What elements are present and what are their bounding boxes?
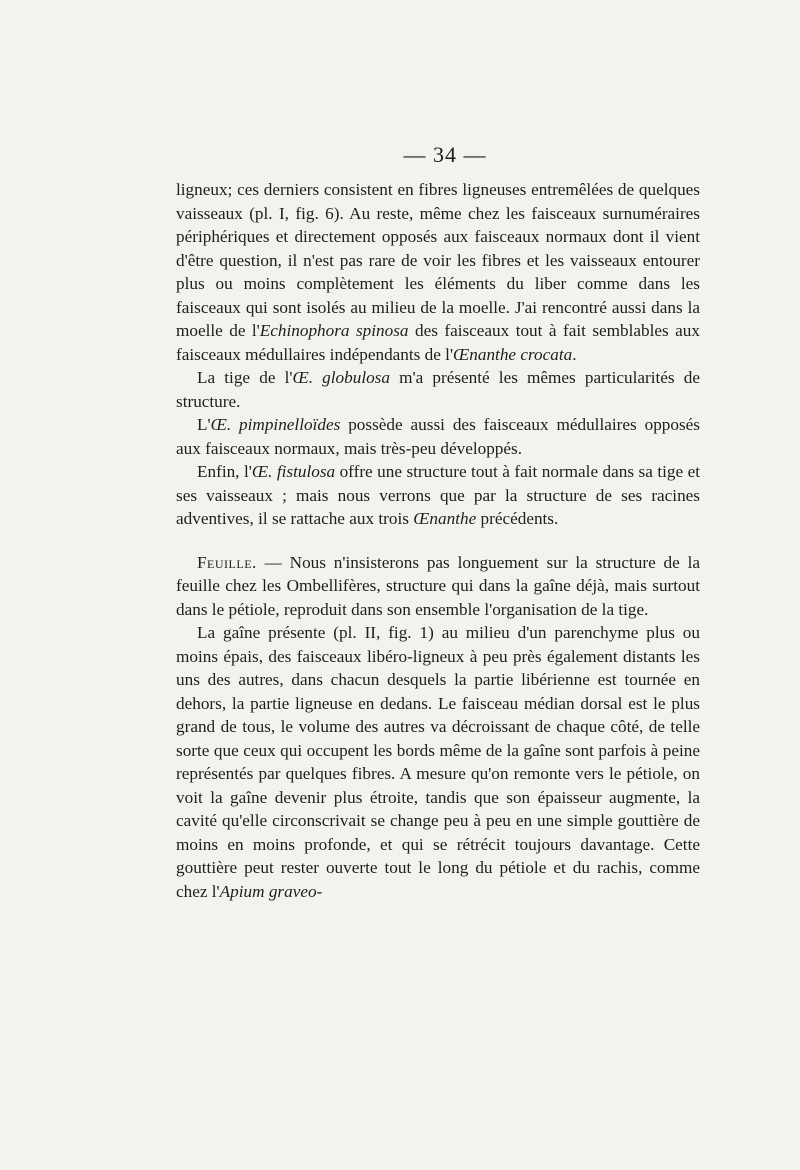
paragraph-4-text-cont: offre une structure tout à fait normale dans sa tige et ses vaisseaux ; mais nous verrons que par la structure de ses racines adventives, il se rattache aux trois [176,462,700,528]
species-oenanthe-crocata: Œnanthe crocata [453,344,573,364]
paragraph-6-text: La gaîne présente (pl. II, fig. 1) au milieu d'un parenchyme plus ou moins épais, des faisceaux libéro-ligneux à peu près également distants les uns des autres, dans chacun desquels la partie libérienne est tournée en dehors, la partie ligneuse en dedans. Le faisceau médian dorsal est le plus grand de tous, le volume des autres va décroissant de chaque côté, de telle sorte que ceux qui occupent les bords même de la gaîne sont parfois à peine représentés par quelques fibres. A mesure qu'on remonte vers le pétiole, on voit la gaîne devenir plus étroite, tandis que son épaisseur augmente, la cavité qu'elle circonscrivait se change peu à peu en une simple gouttière de moins en moins profonde, et qui se rétrécit toujours davantage. Cette gouttière peut rester ouverte tout le long du pétiole et du rachis, comme chez l' [176,623,700,901]
paragraph-1-text: ligneux; ces derniers consistent en fibres ligneuses entremêlées de quelques vaisseaux (pl. I, fig. 6). Au reste, même chez les faisceaux surnuméraires périphériques et directement opposés aux faisceaux normaux dont il vient d'être question, il n'est pas rare de voir les fibres et les vaisseaux entourer plus ou moins complètement les éléments du liber comme dans les faisceaux qui sont isolés au milieu de la moelle. J'ai rencontré aussi dans la moelle de l' [176,180,700,340]
page-number: — 34 — [403,142,487,167]
paragraph-2-text-cont: m'a présenté les mêmes particularités de structure. [176,368,700,411]
species-oe-pimpinelloides: Œ. pimpinelloïdes [210,415,341,434]
paragraph-4 [176,460,700,531]
paragraph-1 [176,178,700,366]
paragraph-1-text-cont: des faisceaux tout à fait semblables aux faisceaux médullaires indépendants de l' [176,321,700,364]
paragraph-6 [176,621,700,903]
paragraph-3-text: L' [197,415,211,434]
paragraph-2-text: La tige de l' [197,368,293,387]
paragraph-4-text: Enfin, l' [197,462,252,481]
section-heading-feuille: Feuille. [197,552,257,572]
paragraph-1-end: . [572,344,577,364]
paragraph-2 [176,366,700,413]
paragraph-3-text-cont: possède aussi des faisceaux médullaires opposés aux faisceaux normaux, mais très-peu développés. [176,415,700,458]
species-oe-fistulosa: Œ. fistulosa [251,462,336,481]
section-gap [176,531,700,551]
paragraph-5 [176,551,700,622]
genus-oenanthe: Œnanthe [413,509,477,528]
paragraph-3 [176,413,700,460]
species-oe-globulosa: Œ. globulosa [292,368,390,387]
species-apium-graveolens: Apium graveo- [219,881,323,901]
species-echinophora-spinosa: Echinophora spinosa [259,321,409,340]
paragraph-4-end: précédents. [476,509,559,528]
body-text [176,178,700,903]
paragraph-5-text: — Nous n'insisterons pas longuement sur la structure de la feuille chez les Ombellifères, structure qui dans la gaîne déjà, mais surtout dans le pétiole, reproduit dans son ensemble l'organisation de la tige. [176,552,700,619]
